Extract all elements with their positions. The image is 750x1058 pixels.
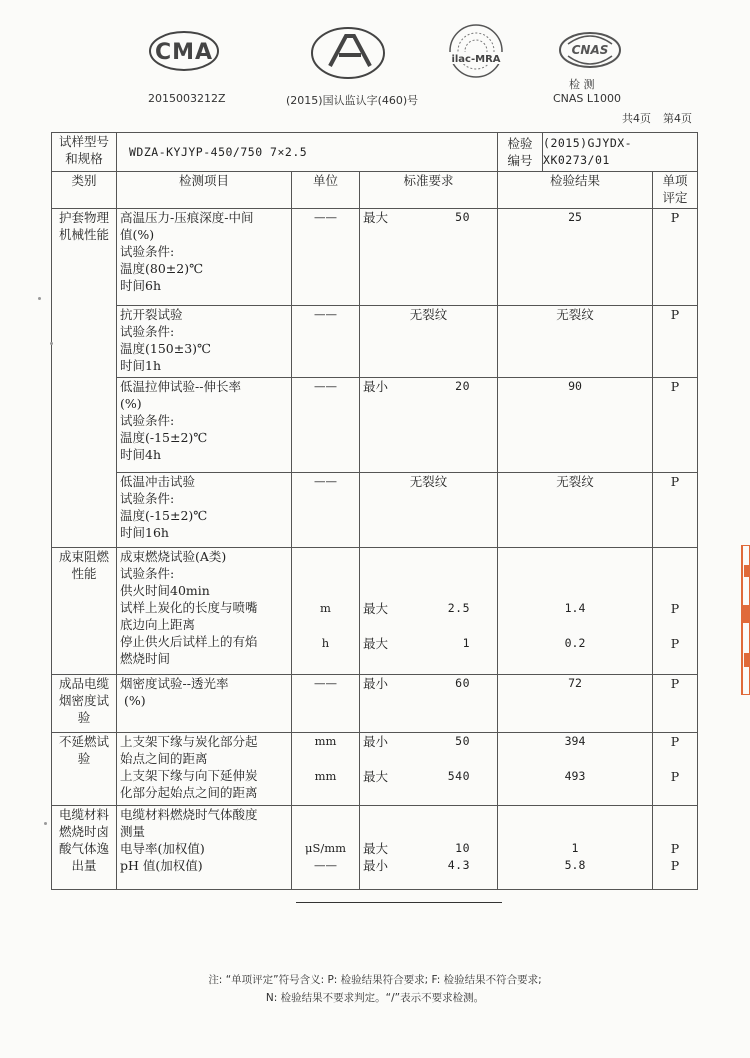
unit-cell: mm mm	[292, 733, 360, 806]
report-header	[0, 0, 750, 132]
cal-number: (2015)国认监认字(460)号	[286, 94, 419, 107]
verdict-cell: P	[653, 306, 698, 378]
end-divider	[296, 902, 502, 903]
cma-number: 2015003212Z	[148, 92, 226, 105]
result-cell: 1 5.8	[498, 806, 653, 890]
paper-speck	[38, 297, 41, 300]
item-cell: 电缆材料燃烧时气体酸度 测量 电导率(加权值) pH 值(加权值)	[117, 806, 292, 890]
model-row	[52, 133, 698, 172]
result-cell: 25	[498, 209, 653, 306]
cnas-label: 检 测	[569, 78, 595, 91]
test-report-table	[51, 132, 698, 890]
col-category: 类别	[52, 172, 117, 209]
current-page: 第4页	[663, 112, 692, 125]
svg-text:CNAS: CNAS	[571, 43, 609, 57]
standard-cell: 最大 50	[360, 209, 498, 306]
table-row	[52, 306, 698, 378]
svg-text:CMA: CMA	[154, 40, 214, 65]
category-cell: 成束阻燃 性能	[52, 548, 117, 675]
unit-cell: ——	[292, 675, 360, 733]
standard-cell: 无裂纹	[360, 306, 498, 378]
model-label: 试样型号 和规格	[52, 133, 117, 172]
page-indicator	[622, 110, 692, 126]
item-cell: 低温冲击试验 试验条件: 温度(-15±2)℃ 时间16h	[117, 473, 292, 548]
seal-stamp	[738, 545, 750, 695]
paper-speck	[50, 342, 53, 345]
result-cell: 72	[498, 675, 653, 733]
svg-text:CAL: CAL	[376, 76, 378, 77]
svg-text:ilac-MRA: ilac-MRA	[451, 54, 501, 65]
verdict-cell: P	[653, 209, 698, 306]
category-cell: 不延燃试 验	[52, 733, 117, 806]
col-result: 检验结果	[498, 172, 653, 209]
result-cell: 90	[498, 378, 653, 473]
col-item: 检测项目	[117, 172, 292, 209]
table-row	[52, 733, 698, 806]
standard-cell: 无裂纹	[360, 473, 498, 548]
unit-cell: ——	[292, 378, 360, 473]
unit-cell: μS/mm ——	[292, 806, 360, 890]
verdict-cell: P	[653, 378, 698, 473]
standard-cell: 最大 10 最小 4.3	[360, 806, 498, 890]
table-row	[52, 473, 698, 548]
unit-cell: ——	[292, 306, 360, 378]
unit-cell: ——	[292, 209, 360, 306]
item-cell: 烟密度试验--透光率 (%)	[117, 675, 292, 733]
cnas-logo	[558, 30, 622, 70]
model-value: WDZA-KYJYP-450/750 7×2.5	[117, 133, 498, 172]
inspection-value: (2015)GJYDX-XK0273/01	[543, 136, 633, 167]
table-row	[52, 378, 698, 473]
cal-logo	[310, 26, 386, 80]
item-cell: 抗开裂试验 试验条件: 温度(150±3)℃ 时间1h	[117, 306, 292, 378]
result-cell: 394 493	[498, 733, 653, 806]
unit-cell: m h	[292, 548, 360, 675]
table-row	[52, 209, 698, 306]
category-cell: 成品电缆 烟密度试 验	[52, 675, 117, 733]
standard-cell: 最小 50 最大 540	[360, 733, 498, 806]
standard-cell: 最小 20	[360, 378, 498, 473]
paper-speck	[44, 822, 47, 825]
unit-cell: ——	[292, 473, 360, 548]
standard-cell: 最大 2.5 最大 1	[360, 548, 498, 675]
verdict-cell: P	[653, 675, 698, 733]
item-cell: 上支架下缘与炭化部分起 始点之间的距离 上支架下缘与向下延伸炭 化部分起始点之间的距离	[117, 733, 292, 806]
col-standard: 标准要求	[360, 172, 498, 209]
verdict-cell: P P	[653, 806, 698, 890]
table-row	[52, 806, 698, 890]
result-cell: 无裂纹	[498, 473, 653, 548]
table-row	[52, 548, 698, 675]
item-cell: 高温压力-压痕深度-中间 值(%) 试验条件: 温度(80±2)℃ 时间6h	[117, 209, 292, 306]
cnas-number: CNAS L1000	[553, 92, 622, 105]
item-cell: 低温拉伸试验--伸长率 (%) 试验条件: 温度(-15±2)℃ 时间4h	[117, 378, 292, 473]
col-verdict: 单项 评定	[653, 172, 698, 209]
column-header-row	[52, 172, 698, 209]
cma-logo	[148, 30, 220, 72]
category-cell: 电缆材料 燃烧时卤 酸气体逸 出量	[52, 806, 117, 890]
result-cell: 无裂纹	[498, 306, 653, 378]
item-cell: 成束燃烧试验(A类) 试验条件: 供火时间40min 试样上炭化的长度与喷嘴 底边向上距离 停止供火后试样上的有焰 燃烧时间	[117, 548, 292, 675]
col-unit: 单位	[292, 172, 360, 209]
total-pages: 共4页	[622, 112, 651, 125]
verdict-cell: P P	[653, 733, 698, 806]
category-cell: 护套物理 机械性能	[52, 209, 117, 548]
verdict-cell: P	[653, 473, 698, 548]
footer-note-line2: N: 检验结果不要求判定。“/”表示不要求检测。	[265, 992, 485, 1004]
ilac-mra-logo	[444, 22, 508, 80]
result-cell: 1.4 0.2	[498, 548, 653, 675]
standard-cell: 最小 60	[360, 675, 498, 733]
table-row	[52, 675, 698, 733]
inspection-label: 检验 编号	[498, 133, 543, 171]
footer-note-line1: 注: “单项评定”符号含义: P: 检验结果符合要求; F: 检验结果不符合要求;	[208, 974, 542, 986]
verdict-cell: P P	[653, 548, 698, 675]
inspection-cell	[498, 133, 698, 172]
